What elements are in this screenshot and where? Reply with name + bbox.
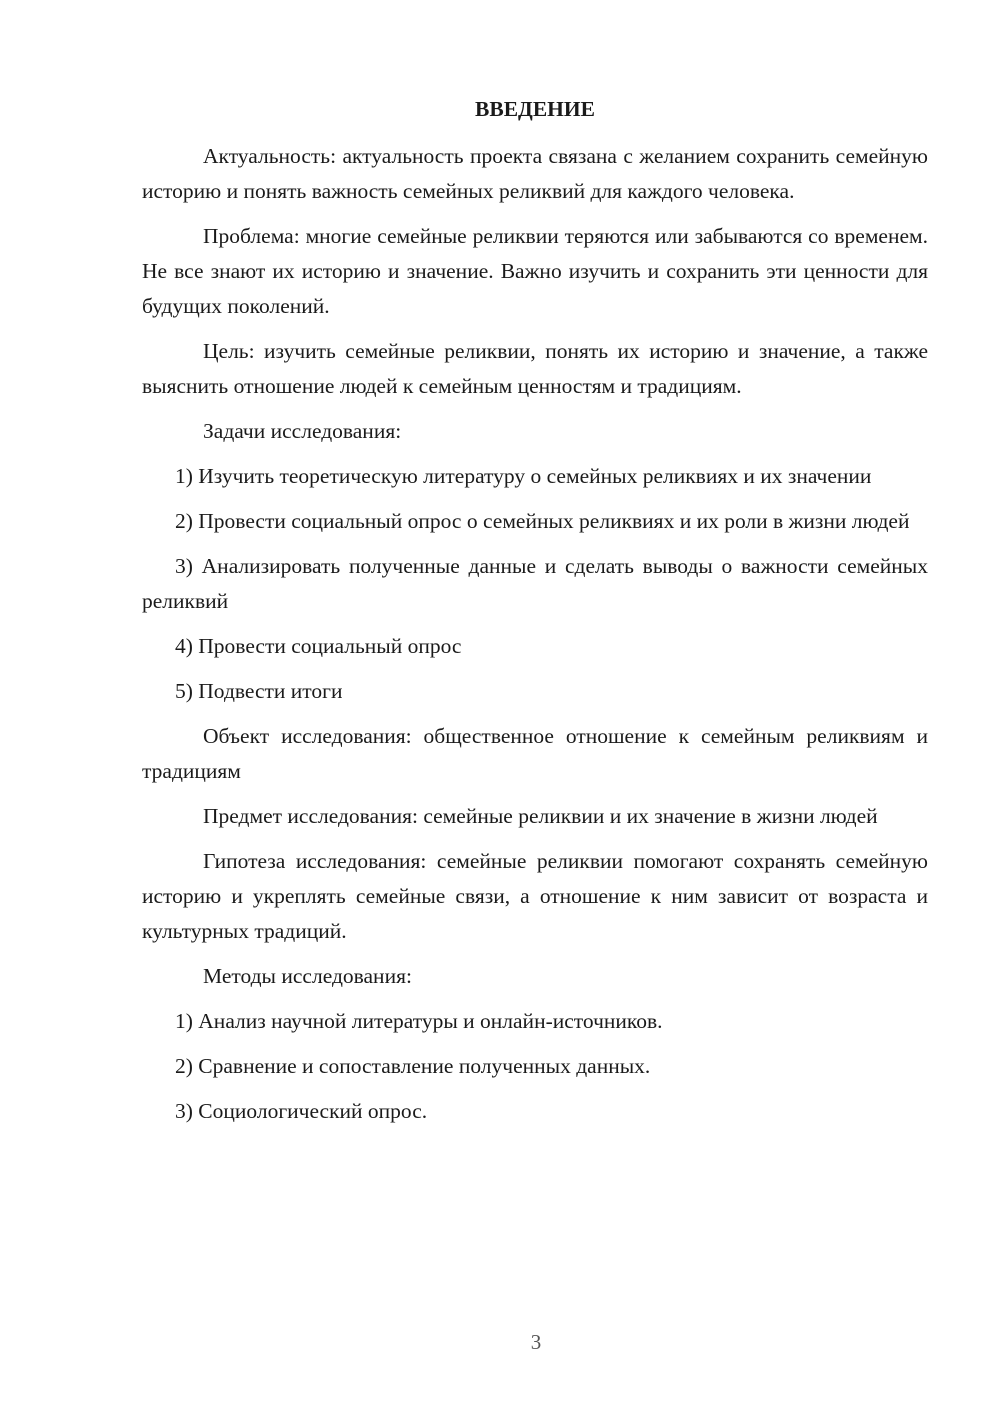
goal-paragraph: Цель: изучить семейные реликвии, понять их историю и значение, а также выяснить отношение людей к семейным ценностям и традициям. <box>142 339 928 398</box>
subject-paragraph: Предмет исследования: семейные реликвии и их значение в жизни людей <box>203 804 878 828</box>
method-item-3: 3) Социологический опрос. <box>175 1099 428 1123</box>
tasks-heading: Задачи исследования: <box>203 419 402 443</box>
task-item-3: 3) Анализировать полученные данные и сделать выводы о важности семейных реликвий <box>142 554 928 613</box>
problem-paragraph: Проблема: многие семейные реликвии теряются или забываются со временем. Не все знают их историю и значение. Важно изучить и сохранить эти ценности для будущих поколений. <box>142 224 928 318</box>
method-item-1: 1) Анализ научной литературы и онлайн-источников. <box>175 1009 663 1033</box>
relevance-paragraph: Актуальность: актуальность проекта связана с желанием сохранить семейную историю и понять важность семейных реликвий для каждого человека. <box>142 144 928 203</box>
hypothesis-paragraph: Гипотеза исследования: семейные реликвии помогают сохранять семейную историю и укреплять семейные связи, а отношение к ним зависит от возраста и культурных традиций. <box>142 849 928 943</box>
page-number: 3 <box>530 1330 542 1354</box>
task-item-4: 4) Провести социальный опрос <box>175 634 462 658</box>
methods-heading: Методы исследования: <box>203 964 412 988</box>
task-item-5: 5) Подвести итоги <box>175 679 343 703</box>
task-item-1: 1) Изучить теоретическую литературу о семейных реликвиях и их значении <box>175 464 872 488</box>
document-page <box>142 92 928 1139</box>
task-item-2: 2) Провести социальный опрос о семейных реликвиях и их роли в жизни людей <box>175 509 910 533</box>
object-paragraph: Объект исследования: общественное отношение к семейным реликвиям и традициям <box>142 724 928 783</box>
section-title: ВВЕДЕНИЕ <box>475 97 595 121</box>
method-item-2: 2) Сравнение и сопоставление полученных данных. <box>175 1054 651 1078</box>
